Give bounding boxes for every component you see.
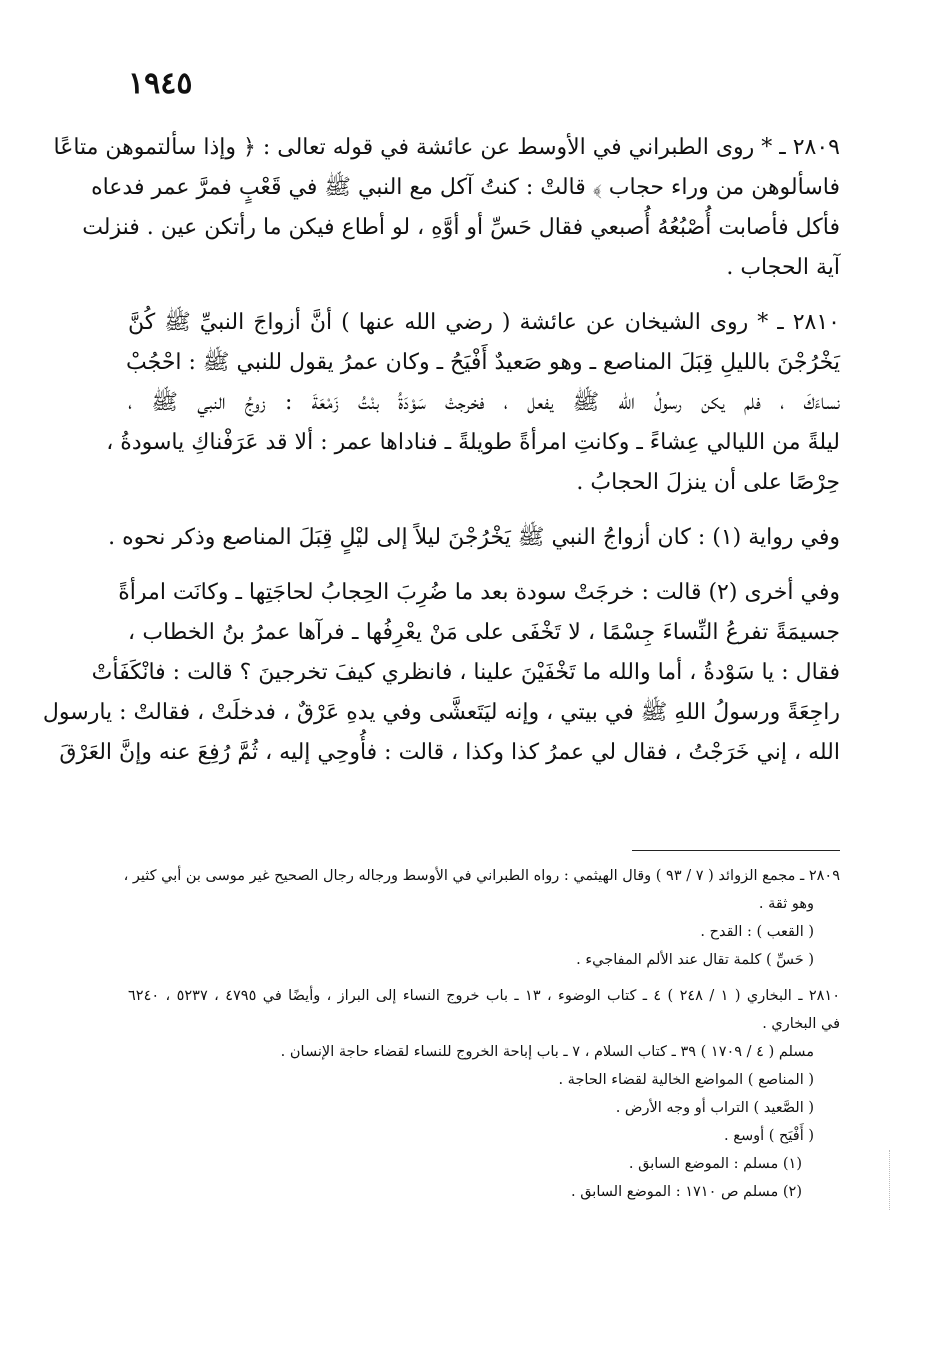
footnote-line: ( حَسِّ ) كلمة تقال عند الألم المفاجيء .: [576, 952, 814, 968]
text-line: ٢٨٠٩ ـ * روى الطبراني في الأوسط عن عائشة في قوله تعالى : ﴿ وإذا سألتموهن متاعًا: [53, 135, 840, 160]
text-line: جسيمَةً تفرعُ النِّساءَ جِسْمًا ، لا تَخْفَى على مَنْ يعْرِفُها ـ فرآها عمرُ بنُ الخطاب ،: [128, 620, 840, 645]
footnote-line: ٢٨١٠ ـ البخاري ( ١ / ٢٤٨ ) ٤ ـ كتاب الوضوء ، ١٣ ـ باب خروج النساء إلى البراز ، وأيضًا في ٤٧٩٥ ، ٥٢٣٧ ، ٦٢٤٠: [128, 988, 840, 1004]
footnote-line: ( أَفْيَح ) أوسع .: [724, 1128, 814, 1144]
text-line: وفي أخرى (٢) قالت : خرجَتْ سودة بعد ما ضُرِبَ الحِجابُ لحاجَتِها ـ وكانَت امرأةً: [118, 580, 840, 605]
footnote-2810: [128, 982, 840, 1206]
footnote-line: ٢٨٠٩ ـ مجمع الزوائد ( ٧ / ٩٣ ) وقال الهيثمي : رواه الطبراني في الأوسط ورجاله رجال الصحيح غير موسى بن أبي كثير ،: [123, 868, 840, 884]
footnote-line: (٢) مسلم ص ١٧١٠ : الموضع السابق .: [570, 1184, 802, 1200]
footnote-line: في البخاري .: [762, 1016, 840, 1032]
text-line: حِرْصًا على أن ينزلَ الحجابُ .: [576, 470, 840, 495]
footnote-line: مسلم ( ٤ / ١٧٠٩ ) ٣٩ ـ كتاب السلام ، ٧ ـ باب إباحة الخروج للنساء لقضاء حاجة الإنسان .: [280, 1044, 814, 1060]
hadith-2809: [53, 128, 840, 288]
page-number: ١٩٤٥: [128, 66, 193, 101]
footnote-line: ( الصَّعيد ) التراب أو وجه الأرض .: [615, 1100, 814, 1116]
text-line: وفي رواية (١) : كان أزواجُ النبي ﷺ يَخْرُجْنَ ليلاً إلى ليْلٍ قِبَلَ المناصع وذكر نحوه .: [108, 525, 840, 550]
text-line: الله ، إني خَرَجْتُ ، فقال لي عمرُ كذا وكذا ، قالت : فأُوحِي إليه ، ثُمَّ رُفِعَ عنه وإنَّ العَرْقَ: [59, 740, 840, 765]
text-line: فقال : يا سَوْدةُ ، أما والله ما تَخْفَيْنَ علينا ، فانظري كيفَ تخرجينَ ؟ قالت : فانْكَفَأتْ: [91, 660, 840, 685]
footnote-line: وهو ثقة .: [758, 896, 814, 912]
footnotes: [123, 862, 840, 1214]
narration-1: [108, 518, 840, 558]
main-text: [42, 128, 840, 788]
footnote-line: ( القعب ) : القدح .: [700, 924, 814, 940]
text-line: فأكل فأصابت أُصْبُعُهُ أُصبعي فقال حَسِّ أو أوَّهِ ، لو أطاع فيكن ما رأتكن عين . فنزلت: [82, 215, 840, 240]
hadith-2810: [106, 303, 840, 503]
text-line: يَخْرُجْنَ بالليلِ قِبَلَ المناصع ـ وهو صَعيدٌ أَفْيَحُ ـ وكان عمرُ يقول للنبي ﷺ : احْجُبْ: [126, 350, 840, 375]
text-line: ليلةً من الليالي عِشاءً ـ وكانتِ امرأةً طويلةً ـ فناداها عمر : ألا قد عَرَفْناكِ ياسودةُ ،: [106, 430, 840, 455]
text-line: نساءَكَ ، فلم يكن رسولُ الله ﷺ يفعل ، فخرجتْ سَوْدَةُ بنْتُ زَمْعَةَ : زوجُ النبي ﷺ ،: [128, 390, 840, 415]
text-line: ٢٨١٠ ـ * روى الشيخان عن عائشة ( رضي الله عنها ) أنَّ أزواجَ النبيِّ ﷺ كُنَّ: [128, 310, 840, 335]
margin-mark: [887, 1150, 890, 1210]
footnote-line: (١) مسلم : الموضع السابق .: [628, 1156, 802, 1172]
narration-2: [42, 573, 840, 773]
text-line: آية الحجاب .: [726, 255, 840, 280]
footnote-divider: [632, 850, 840, 851]
text-line: فاسألوهن من وراء حجاب ﴾ قالتْ : كنتُ آكل مع النبي ﷺ في قَعْبٍ فمرَّ عمر فدعاه: [91, 175, 840, 200]
footnote-line: ( المناصع ) المواضع الخالية لقضاء الحاجة .: [558, 1072, 814, 1088]
text-line: راجِعَةً ورسولُ اللهِ ﷺ في بيتي ، وإنه ليَتَعشَّى وفي يدهِ عَرْقٌ ، فدخلَتْ ، فقالتْ : يارسول: [42, 700, 840, 725]
footnote-2809: [123, 862, 840, 974]
